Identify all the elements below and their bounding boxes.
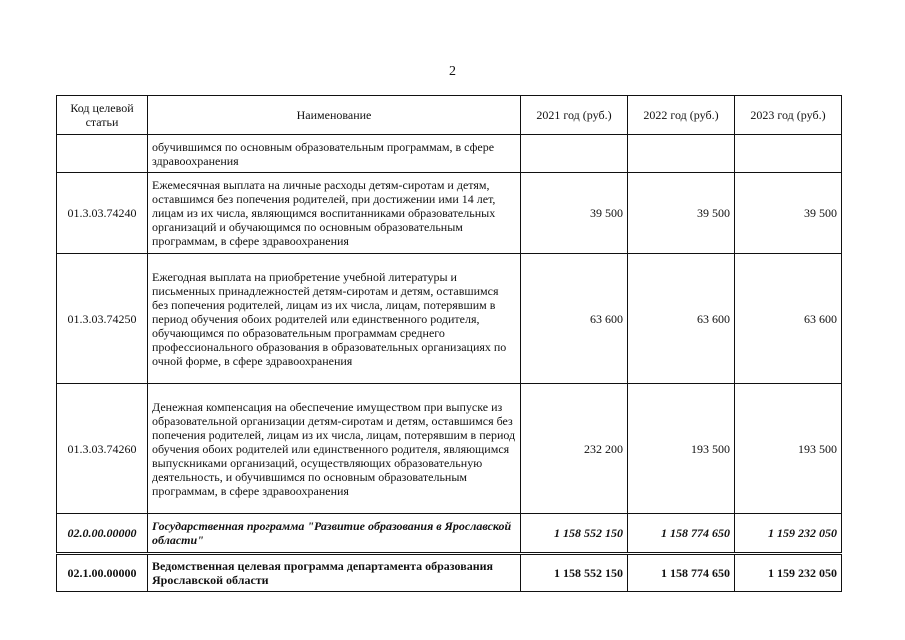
row-code: 01.3.03.74250 (57, 254, 148, 384)
row-2021 (521, 135, 628, 173)
table-row (57, 173, 842, 254)
table-row (57, 554, 842, 592)
row-code: 02.1.00.00000 (57, 554, 148, 592)
row-2023: 1 159 232 050 (735, 514, 842, 554)
table-row (57, 254, 842, 384)
row-2023: 39 500 (735, 173, 842, 254)
row-name: Денежная компенсация на обеспечение имуществом при выпуске из образовательной организации детям-сиротам и детям, оставшимся без попечения родителей, лицам из их числа, лицам, потерявшим в период обучения обоих родителей или единственного родителя, являющимся выпускниками организаций, осуществляющих образовательную деятельность, и обучившимся по основным образовательным программам, в сфере здравоохранения (148, 384, 521, 514)
row-name: обучившимся по основным образовательным программам, в сфере здравоохранения (148, 135, 521, 173)
page-number: 2 (449, 64, 456, 79)
row-name: Государственная программа "Развитие образования в Ярославской области" (148, 514, 521, 554)
row-code: 02.0.00.00000 (57, 514, 148, 554)
header-2022: 2022 год (руб.) (628, 96, 735, 135)
row-2023: 63 600 (735, 254, 842, 384)
table-row (57, 384, 842, 514)
row-2022: 63 600 (628, 254, 735, 384)
row-code: 01.3.03.74260 (57, 384, 148, 514)
row-2022 (628, 135, 735, 173)
row-2021: 1 158 552 150 (521, 554, 628, 592)
header-code: Код целевой статьи (57, 96, 148, 135)
row-code (57, 135, 148, 173)
row-2022: 1 158 774 650 (628, 514, 735, 554)
table-row (57, 514, 842, 554)
row-name: Ведомственная целевая программа департамента образования Ярославской области (148, 554, 521, 592)
row-2022: 39 500 (628, 173, 735, 254)
row-2023: 193 500 (735, 384, 842, 514)
row-2023 (735, 135, 842, 173)
table-row (57, 135, 842, 173)
row-code: 01.3.03.74240 (57, 173, 148, 254)
row-name: Ежемесячная выплата на личные расходы детям-сиротам и детям, оставшимся без попечения родителей, при достижении ими 14 лет, лицам из их числа, являющимся воспитанниками образовательных организаций и обучающимся по основным образовательным программам, в сфере здравоохранения (148, 173, 521, 254)
header-name: Наименование (148, 96, 521, 135)
row-2022: 193 500 (628, 384, 735, 514)
row-name: Ежегодная выплата на приобретение учебной литературы и письменных принадлежностей детям-сиротам и детям, оставшимся без попечения родителей, лицам из их числа, лицам, потерявшим в период обучения обоих родителей или единственного родителя, обучающимся по образовательным программам среднего профессионального образования в образовательных организациях по очной форме, в сфере здравоохранения (148, 254, 521, 384)
row-2021: 232 200 (521, 384, 628, 514)
row-2021: 39 500 (521, 173, 628, 254)
header-2021: 2021 год (руб.) (521, 96, 628, 135)
row-2023: 1 159 232 050 (735, 554, 842, 592)
row-2021: 1 158 552 150 (521, 514, 628, 554)
table-header-row (57, 96, 842, 135)
budget-table (56, 95, 842, 592)
row-2021: 63 600 (521, 254, 628, 384)
header-2023: 2023 год (руб.) (735, 96, 842, 135)
row-2022: 1 158 774 650 (628, 554, 735, 592)
